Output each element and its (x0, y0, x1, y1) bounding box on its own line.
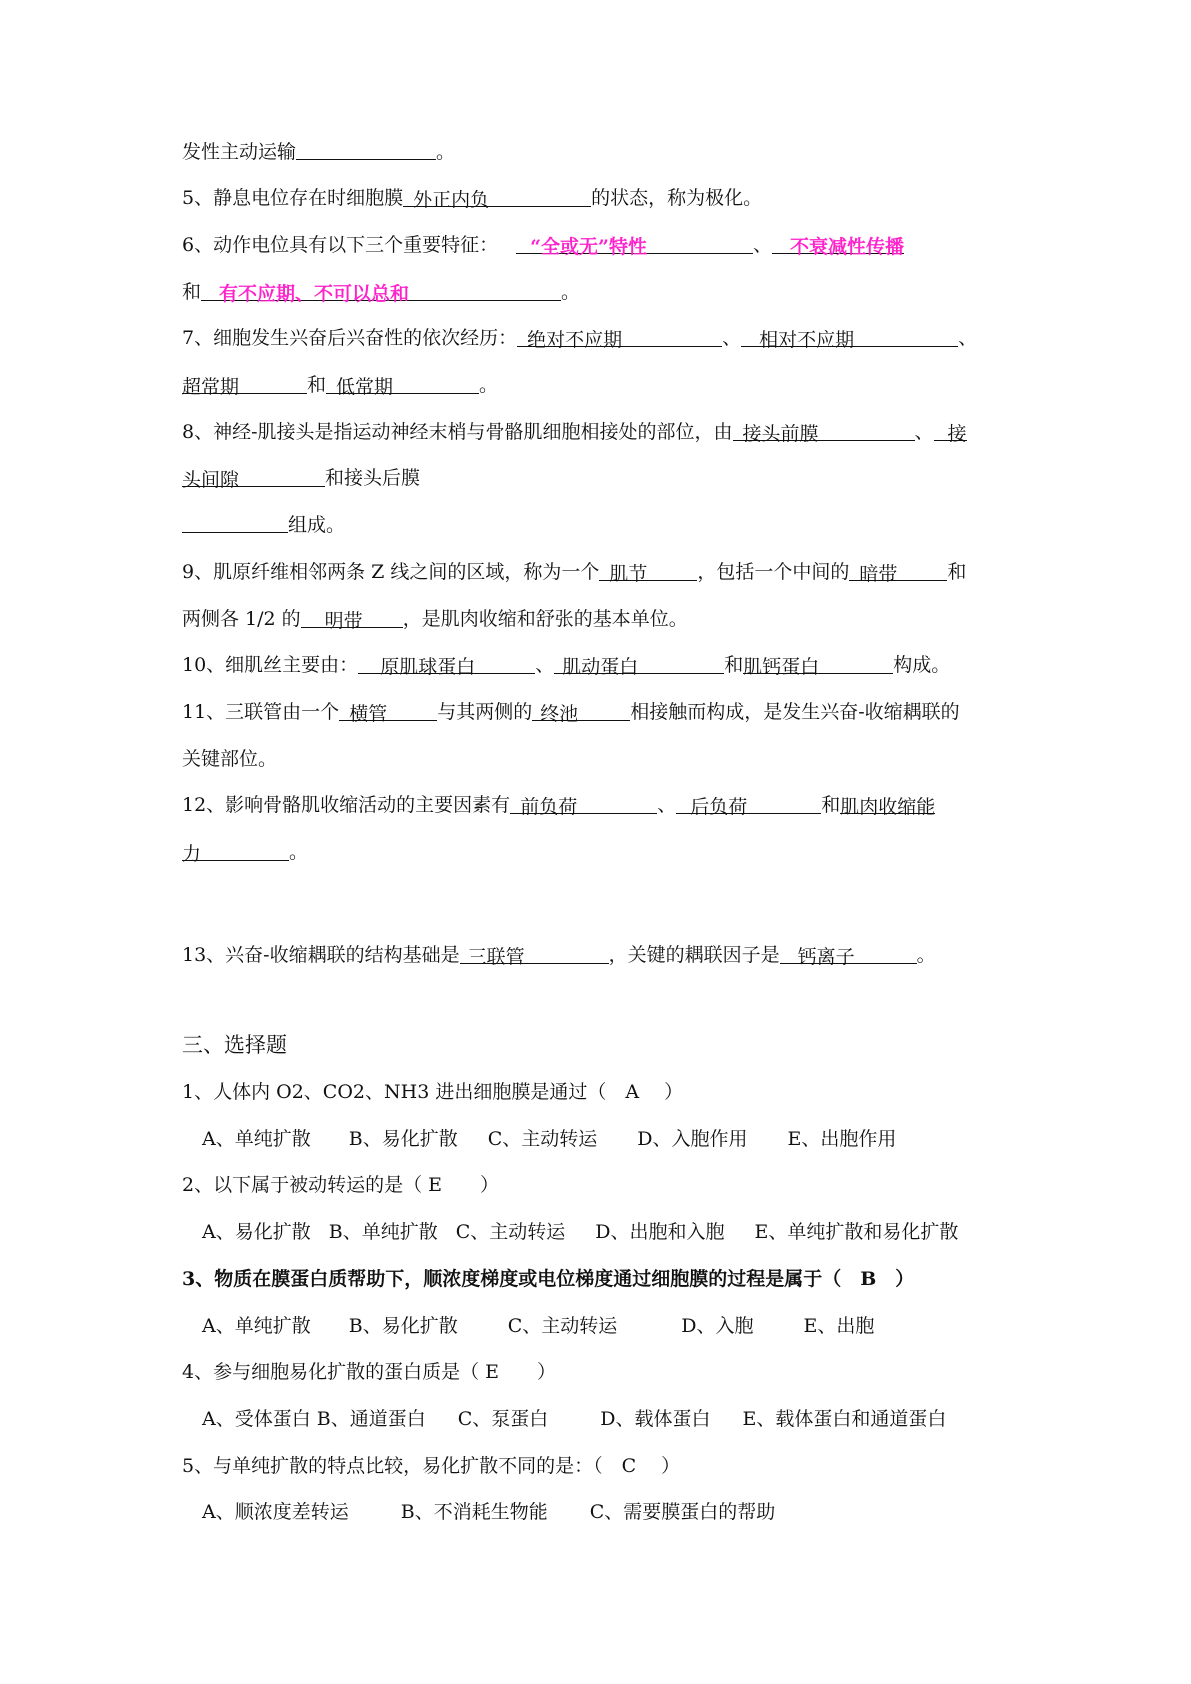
choice-options-3: A、单纯扩散 B、易化扩散 C、主动转运 D、入胞 E、出胞 (202, 1315, 875, 1337)
q4-continuation: 发性主动运输 。 (182, 134, 1022, 170)
answer-blank: 超常期 (182, 369, 307, 394)
question-5: 5、静息电位存在时细胞膜 外正内负 的状态，称为极化。 (182, 180, 1022, 216)
answer-blank: 三联管 (460, 939, 609, 964)
answer-blank (182, 508, 288, 533)
answer-blank: 绝对不应期 (517, 322, 722, 347)
answer-blank: 低常期 (326, 369, 479, 394)
answer-blank: 头间隙 (182, 462, 325, 487)
choice-options-5: A、顺浓度差转运 B、不消耗生物能 C、需要膜蛋白的帮助 (202, 1501, 776, 1523)
answer-blank: 肌钙蛋白 (743, 649, 893, 674)
answer-blank: 接头前膜 (733, 416, 915, 441)
answer-blank: 相对不应期 (741, 322, 958, 347)
question-11: 11、三联管由一个 横管 与其两侧的 终池 相接触而构成，是发生兴奋-收缩耦联的 (182, 694, 1022, 730)
answer-blank: 有不应期、不可以总和 (201, 276, 561, 301)
answer-blank: 肌节 (599, 556, 697, 581)
choice-options-2: A、易化扩散 B、单纯扩散 C、主动转运 D、出胞和入胞 E、单纯扩散和易化扩散 (202, 1221, 959, 1243)
answer-blank: 终池 (532, 696, 630, 721)
question-6-cont: 和 有不应期、不可以总和 。 (182, 274, 1022, 310)
answer-blank: 后负荷 (676, 789, 821, 814)
answer-blank: 肌动蛋白 (554, 649, 724, 674)
choice-question-3: 3、物质在膜蛋白质帮助下，顺浓度梯度或电位梯度通过细胞膜的过程是属于（ B ） (182, 1268, 915, 1290)
question-9: 9、肌原纤维相邻两条 Z 线之间的区域，称为一个 肌节 ，包括一个中间的 暗带 和 (182, 554, 1022, 590)
question-8: 8、神经-肌接头是指运动神经末梢与骨骼肌细胞相接处的部位，由 接头前膜 、 接 (182, 414, 1022, 450)
answer-blank: 钙离子 (780, 939, 917, 964)
section-heading: 三、选择题 (182, 1033, 287, 1057)
question-12-cont: 力 。 (182, 834, 1022, 870)
choice-options-4: A、受体蛋白 B、通道蛋白 C、泵蛋白 D、载体蛋白 E、载体蛋白和通道蛋白 (202, 1408, 947, 1430)
choice-question-5: 5、与单纯扩散的特点比较，易化扩散不同的是：（ C ） (182, 1455, 681, 1477)
answer-blank: 力 (182, 836, 289, 861)
question-8-cont: 头间隙 和接头后膜 (182, 460, 1022, 496)
answer-blank: 明带 (301, 603, 403, 628)
choice-question-1: 1、人体内 O2、CO2、NH3 进出细胞膜是通过（ A ） (182, 1081, 684, 1103)
answer-blank: 原肌球蛋白 (358, 649, 535, 674)
answer-blank: 横管 (339, 696, 437, 721)
blank-underline (296, 135, 436, 160)
answer-blank: 外正内负 (403, 182, 591, 207)
choice-question-4: 4、参与细胞易化扩散的蛋白质是（ E ） (182, 1361, 556, 1383)
question-10: 10、细肌丝主要由： 原肌球蛋白 、 肌动蛋白 和肌钙蛋白 构成。 (182, 647, 1022, 683)
choice-question-2: 2、以下属于被动转运的是（ E ） (182, 1174, 499, 1196)
question-12: 12、影响骨骼肌收缩活动的主要因素有 前负荷 、 后负荷 和肌肉收缩能 (182, 787, 1022, 823)
choice-options-1: A、单纯扩散 B、易化扩散 C、主动转运 D、入胞作用 E、出胞作用 (202, 1128, 897, 1150)
answer-blank: 暗带 (849, 556, 947, 581)
question-9-cont: 两侧各 1/2 的 明带 ，是肌肉收缩和舒张的基本单位。 (182, 601, 1022, 637)
question-8-cont2: 组成。 (182, 507, 1022, 543)
question-6: 6、动作电位具有以下三个重要特征： “全或无”特性 、 不衰减性传播 (182, 227, 1022, 263)
question-13: 13、兴奋-收缩耦联的结构基础是 三联管 ，关键的耦联因子是 钙离子 。 (182, 937, 1022, 973)
question-11-cont: 关键部位。 (182, 748, 278, 770)
answer-blank: “全或无”特性 (516, 229, 753, 254)
answer-blank: 不衰减性传播 (772, 229, 904, 254)
answer-blank: 接 (934, 416, 967, 441)
answer-blank: 肌肉收缩能 (840, 789, 935, 814)
question-7: 7、细胞发生兴奋后兴奋性的依次经历： 绝对不应期 、 相对不应期 、 (182, 320, 1022, 356)
answer-blank: 前负荷 (510, 789, 657, 814)
question-7-cont: 超常期 和 低常期 。 (182, 367, 1022, 403)
